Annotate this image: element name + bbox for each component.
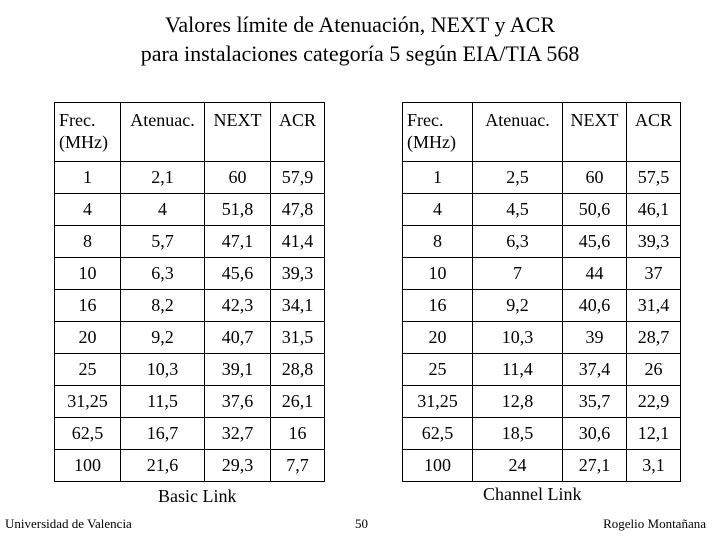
title-line-2: para instalaciones categoría 5 según EIA/TIA 568 — [140, 41, 580, 66]
atten-cell: 7 — [473, 258, 563, 290]
basic-link-table — [54, 102, 325, 482]
acr-cell: 41,4 — [271, 226, 325, 258]
next-cell: 37,6 — [205, 386, 271, 418]
table-row — [55, 386, 325, 418]
next-cell: 39 — [563, 322, 627, 354]
table-row — [403, 226, 681, 258]
atten-cell: 6,3 — [121, 258, 205, 290]
acr-cell: 22,9 — [627, 386, 681, 418]
basic-link-caption: Basic Link — [158, 486, 237, 506]
header-row — [55, 103, 325, 162]
atten-cell: 5,7 — [121, 226, 205, 258]
atten-cell: 11,5 — [121, 386, 205, 418]
atten-cell: 2,5 — [473, 162, 563, 194]
freq-cell: 62,5 — [55, 418, 121, 450]
table-row — [55, 226, 325, 258]
acr-cell: 39,3 — [271, 258, 325, 290]
next-cell: 42,3 — [205, 290, 271, 322]
acr-cell: 57,5 — [627, 162, 681, 194]
acr-cell: 28,8 — [271, 354, 325, 386]
next-cell: 40,6 — [563, 290, 627, 322]
title-line-1: Valores límite de Atenuación, NEXT y ACR — [164, 12, 556, 37]
table-row — [403, 354, 681, 386]
freq-cell: 20 — [55, 322, 121, 354]
table-row — [403, 194, 681, 226]
next-cell: 39,1 — [205, 354, 271, 386]
acr-header: ACR — [627, 103, 681, 162]
next-cell: 50,6 — [563, 194, 627, 226]
table-row — [403, 290, 681, 322]
table-row — [403, 450, 681, 482]
next-cell: 37,4 — [563, 354, 627, 386]
freq-cell: 31,25 — [403, 386, 473, 418]
acr-cell: 26 — [627, 354, 681, 386]
freq-cell: 20 — [403, 322, 473, 354]
acr-header: ACR — [271, 103, 325, 162]
acr-cell: 26,1 — [271, 386, 325, 418]
freq-cell: 31,25 — [55, 386, 121, 418]
atten-cell: 6,3 — [473, 226, 563, 258]
next-cell: 45,6 — [563, 226, 627, 258]
next-cell: 47,1 — [205, 226, 271, 258]
atten-cell: 24 — [473, 450, 563, 482]
acr-cell: 16 — [271, 418, 325, 450]
footer-author: Rogelio Montañana — [603, 516, 706, 531]
atten-cell: 10,3 — [473, 322, 563, 354]
freq-cell: 62,5 — [403, 418, 473, 450]
next-cell: 27,1 — [563, 450, 627, 482]
acr-cell: 47,8 — [271, 194, 325, 226]
freq-cell: 16 — [55, 290, 121, 322]
next-header: NEXT — [563, 103, 627, 162]
channel-link-table — [402, 102, 681, 482]
freq-header: Frec. (MHz) — [55, 103, 121, 162]
freq-cell: 4 — [403, 194, 473, 226]
acr-cell: 12,1 — [627, 418, 681, 450]
table-row — [55, 450, 325, 482]
acr-cell: 39,3 — [627, 226, 681, 258]
next-cell: 40,7 — [205, 322, 271, 354]
header-row — [403, 103, 681, 162]
atten-cell: 18,5 — [473, 418, 563, 450]
acr-cell: 37 — [627, 258, 681, 290]
table-row — [403, 322, 681, 354]
freq-cell: 25 — [403, 354, 473, 386]
freq-cell: 25 — [55, 354, 121, 386]
freq-header: Frec. (MHz) — [403, 103, 473, 162]
channel-link-caption: Channel Link — [483, 484, 582, 504]
next-cell: 29,3 — [205, 450, 271, 482]
acr-cell: 46,1 — [627, 194, 681, 226]
next-header: NEXT — [205, 103, 271, 162]
next-cell: 30,6 — [563, 418, 627, 450]
atten-cell: 2,1 — [121, 162, 205, 194]
acr-cell: 28,7 — [627, 322, 681, 354]
next-cell: 45,6 — [205, 258, 271, 290]
atten-cell: 10,3 — [121, 354, 205, 386]
atten-cell: 8,2 — [121, 290, 205, 322]
table-row — [403, 258, 681, 290]
acr-cell: 57,9 — [271, 162, 325, 194]
table-row — [403, 418, 681, 450]
table-row — [55, 162, 325, 194]
next-cell: 51,8 — [205, 194, 271, 226]
table-row — [55, 194, 325, 226]
atten-cell: 21,6 — [121, 450, 205, 482]
atten-header: Atenuac. — [473, 103, 563, 162]
atten-cell: 9,2 — [121, 322, 205, 354]
freq-cell: 10 — [55, 258, 121, 290]
atten-cell: 12,8 — [473, 386, 563, 418]
table-row — [403, 386, 681, 418]
acr-cell: 34,1 — [271, 290, 325, 322]
slide-title — [0, 10, 720, 68]
footer-institution: Universidad de Valencia — [5, 516, 132, 531]
freq-cell: 1 — [403, 162, 473, 194]
acr-cell: 31,5 — [271, 322, 325, 354]
next-cell: 44 — [563, 258, 627, 290]
atten-cell: 11,4 — [473, 354, 563, 386]
table-row — [55, 322, 325, 354]
freq-cell: 4 — [55, 194, 121, 226]
next-cell: 60 — [205, 162, 271, 194]
freq-cell: 10 — [403, 258, 473, 290]
acr-cell: 3,1 — [627, 450, 681, 482]
freq-cell: 8 — [55, 226, 121, 258]
atten-cell: 9,2 — [473, 290, 563, 322]
freq-cell: 100 — [55, 450, 121, 482]
atten-cell: 16,7 — [121, 418, 205, 450]
atten-cell: 4 — [121, 194, 205, 226]
table-row — [55, 354, 325, 386]
footer-page-number: 50 — [355, 516, 368, 531]
atten-header: Atenuac. — [121, 103, 205, 162]
atten-cell: 4,5 — [473, 194, 563, 226]
freq-cell: 100 — [403, 450, 473, 482]
freq-cell: 1 — [55, 162, 121, 194]
acr-cell: 31,4 — [627, 290, 681, 322]
table-row — [55, 290, 325, 322]
next-cell: 35,7 — [563, 386, 627, 418]
table-row — [55, 418, 325, 450]
freq-cell: 8 — [403, 226, 473, 258]
next-cell: 60 — [563, 162, 627, 194]
table-row — [55, 258, 325, 290]
freq-cell: 16 — [403, 290, 473, 322]
acr-cell: 7,7 — [271, 450, 325, 482]
next-cell: 32,7 — [205, 418, 271, 450]
table-row — [403, 162, 681, 194]
